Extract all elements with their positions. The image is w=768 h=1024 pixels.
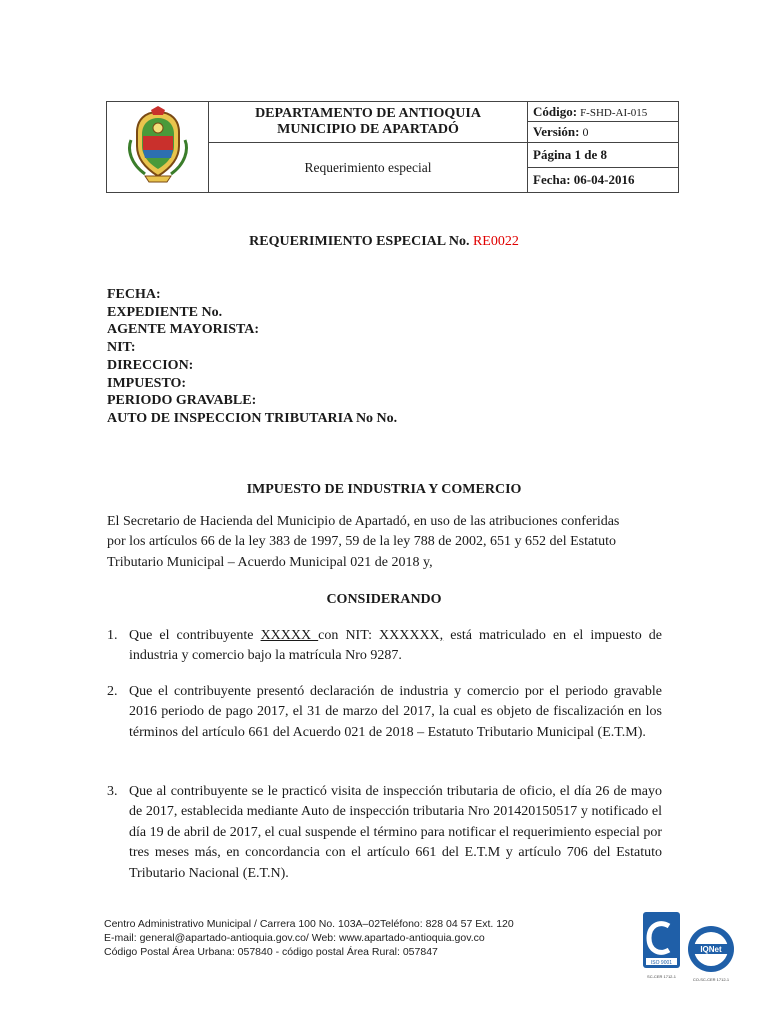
intro-line-2: por los artículos 66 de la ley 383 de 1997, 59 de la ley 788 de 2002, 651 y 652 del Estatuto xyxy=(107,534,616,550)
iqnet-certification-icon xyxy=(686,924,736,984)
svg-text:IQNet: IQNet xyxy=(700,945,722,954)
date-cell: Fecha: 06-04-2016 xyxy=(528,168,679,193)
org-line-1: DEPARTAMENTO DE ANTIOQUIA xyxy=(255,106,481,121)
codigo-label: Código: xyxy=(533,104,578,119)
title-text: REQUERIMIENTO ESPECIAL No. xyxy=(249,234,470,249)
item-text: Que el contribuyente presentó declaración de industria y comercio por el periodo gravable 2016 periodo de pago 2017, el 31 de marzo del 2017, la cual es objeto de fiscalización en los términos del artículo 661 del Acuerdo 021 de 2018 – Estatuto Tributario Municipal (E.T.M). xyxy=(129,684,662,740)
logo-cell xyxy=(107,102,209,193)
item-number: 1. xyxy=(107,628,118,643)
document-type-cell: Requerimiento especial xyxy=(209,143,528,193)
field-auto-inspeccion: AUTO DE INSPECCION TRIBUTARIA No No. xyxy=(107,410,398,426)
intro-paragraph xyxy=(107,512,662,573)
document-header-table xyxy=(106,101,679,193)
field-nit: NIT: xyxy=(107,340,136,356)
field-agente-mayorista: AGENTE MAYORISTA: xyxy=(107,322,260,338)
field-periodo-gravable: PERIODO GRAVABLE: xyxy=(107,393,257,409)
field-impuesto: IMPUESTO: xyxy=(107,375,187,391)
code-version-cell xyxy=(528,102,679,143)
footer-address: Centro Administrativo Municipal / Carrera 100 No. 103A–02Teléfono: 828 04 57 Ext. 120 xyxy=(104,918,514,930)
svg-text:SC-CER 1712-1: SC-CER 1712-1 xyxy=(647,974,676,979)
item-text: Que el contribuyente XXXXX con NIT: XXXXXX, está matriculado en el impuesto de industria y comercio bajo la matrícula Nro 9287. xyxy=(129,628,662,664)
title-number: RE0022 xyxy=(472,234,519,249)
field-direccion: DIRECCION: xyxy=(107,357,194,373)
page-number-cell: Página 1 de 8 xyxy=(528,143,679,168)
field-expediente: EXPEDIENTE No. xyxy=(107,304,223,320)
list-item xyxy=(107,626,662,667)
item-number: 2. xyxy=(107,684,118,699)
document-title xyxy=(0,234,768,250)
org-line-2: MUNICIPIO DE APARTADÓ xyxy=(277,122,459,137)
header-fields xyxy=(107,286,397,428)
item-number: 3. xyxy=(107,784,118,799)
svg-text:ISO 9001: ISO 9001 xyxy=(650,960,673,966)
list-item xyxy=(107,682,662,743)
organization-cell xyxy=(209,102,528,143)
version-label: Versión: xyxy=(533,124,580,139)
page-footer xyxy=(104,917,514,959)
icontec-certification-icon xyxy=(643,912,680,982)
footer-contact: E-mail: general@apartado-antioquia.gov.co/ Web: www.apartado-antioquia.gov.co xyxy=(104,932,485,944)
item-text: Que al contribuyente se le practicó visita de inspección tributaria de oficio, el día 26 de mayo de 2017, establecida mediante Auto de inspección tributaria Nro 201420150517 y notificado el día 19 de abril de 2017, el cual suspende el término para notificar el requerimiento especial por tres meses más, en concordancia con el artículo 661 del E.T.M y artículo 706 del Estatuto Tributario Nacional (E.T.N). xyxy=(129,784,662,881)
municipal-coat-of-arms-logo xyxy=(123,106,193,184)
svg-text:CO-SC-CER 1712-1: CO-SC-CER 1712-1 xyxy=(692,977,730,982)
intro-line-1: El Secretario de Hacienda del Municipio de Apartadó, en uso de las atribuciones conferidas xyxy=(107,514,620,529)
version-value: 0 xyxy=(582,125,589,139)
list-item xyxy=(107,782,662,884)
field-fecha: FECHA: xyxy=(107,287,161,302)
intro-line-3: Tributario Municipal – Acuerdo Municipal 021 de 2018 y, xyxy=(107,554,433,570)
codigo-value: F-SHD-AI-015 xyxy=(580,107,648,119)
section-title: IMPUESTO DE INDUSTRIA Y COMERCIO xyxy=(246,482,522,497)
considerando-heading: CONSIDERANDO xyxy=(326,592,442,607)
footer-postal: Código Postal Área Urbana: 057840 - código postal Área Rural: 057847 xyxy=(104,946,438,958)
